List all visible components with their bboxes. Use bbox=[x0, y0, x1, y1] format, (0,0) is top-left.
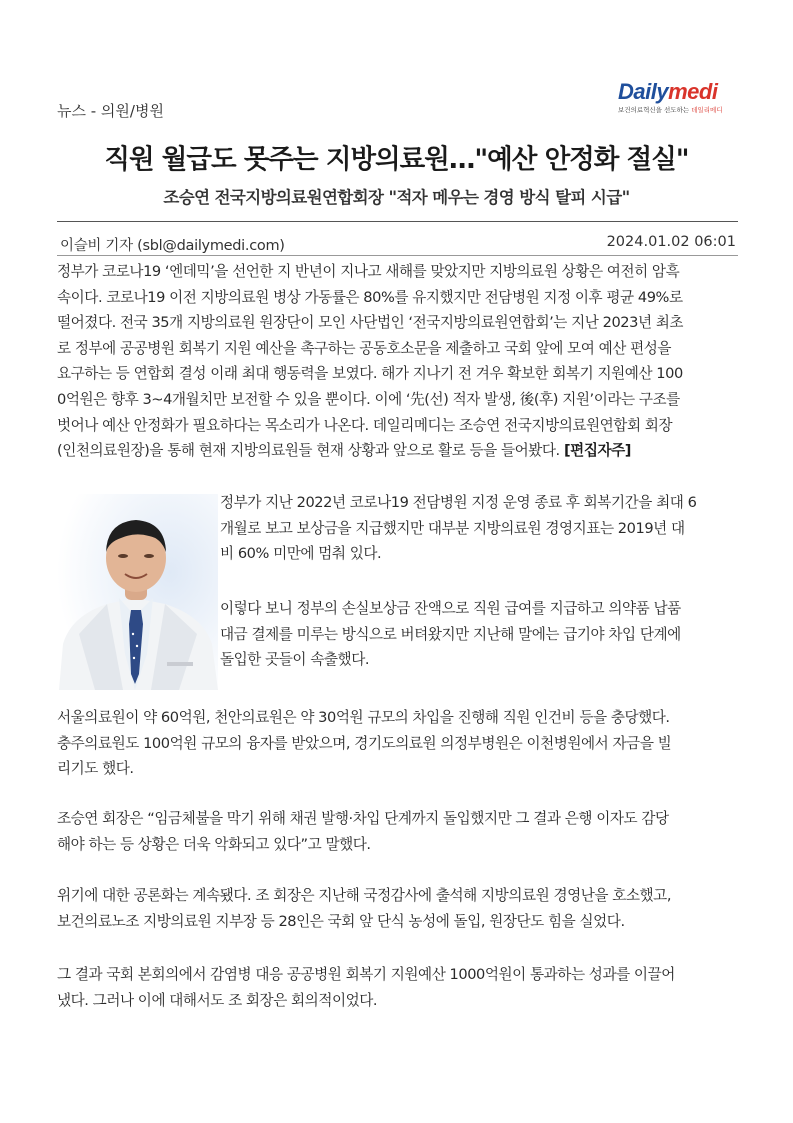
body-line: 위기에 대한 공론화는 계속됐다. 조 회장은 지난해 국정감사에 출석해 지방의료원 경영난을 호소했고, bbox=[57, 887, 672, 904]
lead-line: 떨어졌다. 전국 35개 지방의료원 원장단이 모인 사단법인 ‘전국지방의료원연합회’는 지난 2023년 최초 bbox=[57, 314, 684, 332]
logo-medi-text: medi bbox=[668, 79, 718, 104]
breadcrumb[interactable]: 뉴스 - 의원/병원 bbox=[57, 102, 164, 120]
logo-tagline bbox=[618, 105, 740, 114]
lead-line-last bbox=[57, 438, 738, 464]
body-line: 이렇다 보니 정부의 손실보상금 잔액으로 직원 급여를 지급하고 의약품 납품 bbox=[220, 600, 681, 617]
body-paragraph-1 bbox=[220, 490, 740, 567]
body-paragraph-2 bbox=[220, 596, 740, 673]
publish-date: 2024.01.02 06:01 bbox=[606, 234, 736, 250]
lead-line: 로 정부에 공공병원 회복기 지원 예산을 촉구하는 공동호소문을 제출하고 국회 앞에 모여 예산 편성을 bbox=[57, 339, 672, 357]
body-line: 충주의료원도 100억원 규모의 융자를 받았으며, 경기도의료원 의정부병원은 이천병원에서 자금을 빌 bbox=[57, 734, 672, 752]
article-title-text: 직원 월급도 못주는 지방의료원…"예산 안정화 절실" bbox=[104, 144, 689, 175]
body-line: 개월로 보고 보상금을 지급했지만 대부분 지방의료원 경영지표는 2019년 대 bbox=[220, 519, 685, 537]
logo-tagline-brand: 데일리메디 bbox=[691, 106, 723, 114]
body-line: 해야 하는 등 상황은 더욱 악화되고 있다”고 말했다. bbox=[57, 835, 371, 853]
body-paragraph-5 bbox=[57, 883, 738, 934]
body-line: 그 결과 국회 본회의에서 감염병 대응 공공병원 회복기 지원예산 1000억원이 통과하는 성과를 이끌어 bbox=[57, 966, 675, 983]
lead-line: 벗어나 예산 안정화가 필요하다는 목소리가 나온다. 데일리메디는 조승연 전국지방의료원연합회 회장 bbox=[57, 416, 673, 434]
body-line: 서울의료원이 약 60억원, 천안의료원은 약 30억원 규모의 차입을 진행해 직원 인건비 등을 충당했다. bbox=[57, 709, 670, 726]
body-line: 대금 결제를 미루는 방식으로 버텨왔지만 지난해 말에는 급기야 차입 단계에 bbox=[220, 625, 681, 643]
dailymedi-logo[interactable] bbox=[618, 80, 740, 114]
byline[interactable]: 이슬비 기자 (sbl@dailymedi.com) bbox=[60, 238, 285, 254]
editor-note-tag: [편집자주] bbox=[563, 442, 631, 460]
article-subtitle-text: 조승연 전국지방의료원연합회장 "적자 메우는 경영 방식 탈피 시급" bbox=[163, 188, 630, 207]
person-photo bbox=[57, 494, 218, 690]
logo-tagline-main: 보건의료혁신을 선도하는 bbox=[618, 106, 690, 114]
person-photo-icon bbox=[57, 494, 218, 690]
lead-paragraph bbox=[57, 259, 738, 464]
article-subtitle bbox=[0, 184, 793, 208]
article-title bbox=[0, 137, 793, 176]
body-paragraph-4 bbox=[57, 806, 738, 857]
body-paragraph-6 bbox=[57, 962, 738, 1013]
body-line: 냈다. 그러나 이에 대해서도 조 회장은 회의적이었다. bbox=[57, 991, 378, 1009]
lead-line: 0억원은 향후 3~4개월치만 보전할 수 있을 뿐이다. 이에 ‘先(선) 적자 발생, 後(후) 지원’이라는 구조를 bbox=[57, 390, 680, 408]
body-line: 리기도 했다. bbox=[57, 760, 134, 778]
body-line: 비 60% 미만에 멈춰 있다. bbox=[220, 545, 382, 563]
lead-line: 요구하는 등 연합회 결성 이래 최대 행동력을 보였다. 해가 지나기 전 겨우 확보한 회복기 지원예산 100 bbox=[57, 365, 683, 383]
lead-line: 정부가 코로나19 ‘엔데믹’을 선언한 지 반년이 지나고 새해를 맞았지만 지방의료원 상황은 여전히 암흑 bbox=[57, 263, 680, 280]
body-line: 보건의료노조 지방의료원 지부장 등 28인은 국회 앞 단식 농성에 돌입, 원장단도 힘을 실었다. bbox=[57, 912, 625, 930]
logo-daily-text: Daily bbox=[618, 79, 669, 104]
header-divider bbox=[57, 221, 738, 222]
lead-line: 속이다. 코로나19 이전 지방의료원 병상 가동률은 80%를 유지했지만 전담병원 지정 이후 평균 49%로 bbox=[57, 288, 683, 306]
body-line: 조승연 회장은 “임금체불을 막기 위해 채권 발행·차입 단계까지 돌입했지만 그 결과 은행 이자도 감당 bbox=[57, 810, 669, 827]
lead-line-text: (인천의료원장)을 통해 현재 지방의료원들 현재 상황과 앞으로 활로 등을 들어봤다. bbox=[57, 442, 564, 460]
body-line: 돌입한 곳들이 속출했다. bbox=[220, 651, 370, 669]
body-paragraph-3 bbox=[57, 705, 738, 782]
body-line: 정부가 지난 2022년 코로나19 전담병원 지정 운영 종료 후 회복기간을 최대 6 bbox=[220, 494, 697, 511]
byline-divider bbox=[57, 255, 738, 256]
